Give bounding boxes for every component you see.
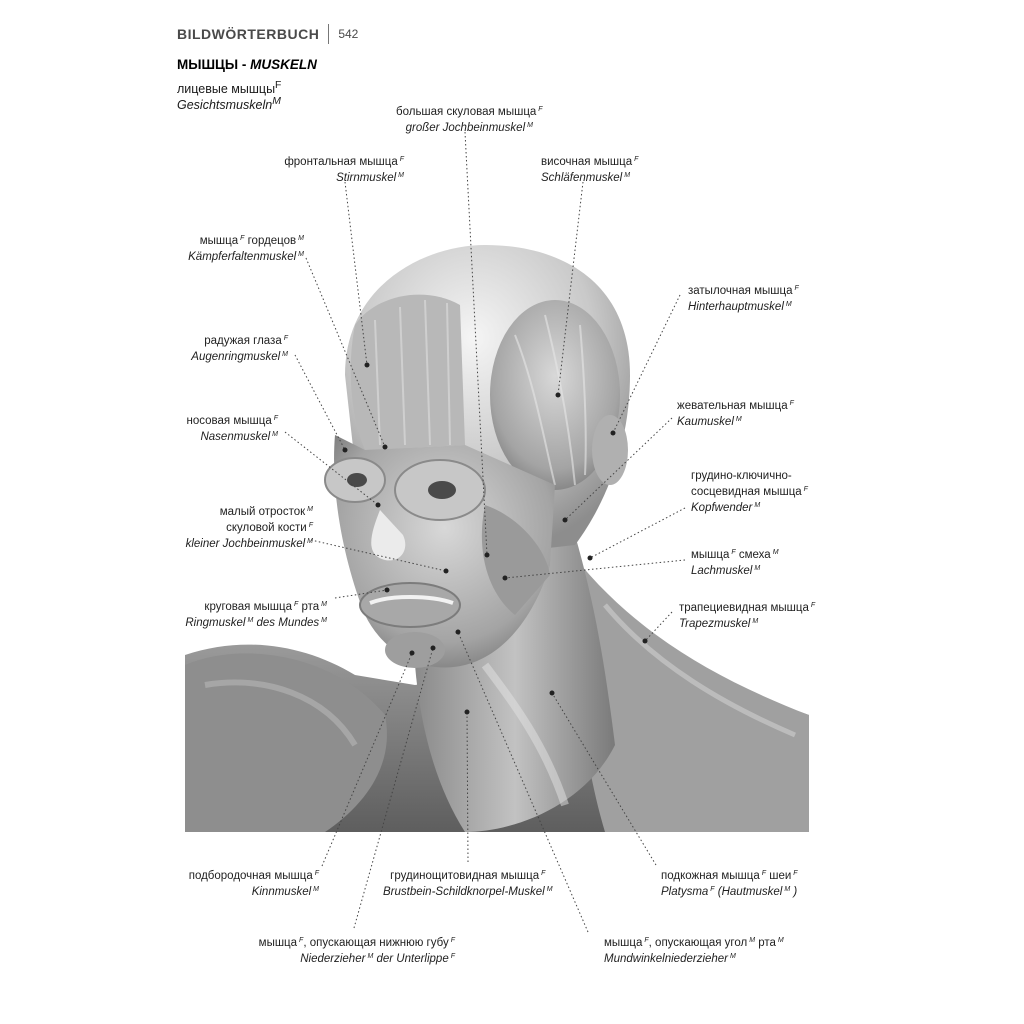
label-frontalis [284, 153, 404, 185]
label-depressor-anguli [604, 934, 784, 966]
gender-marker: F [308, 522, 313, 529]
gender-marker: F [299, 937, 304, 944]
gender-marker: F [634, 156, 639, 163]
gender-marker: M [398, 172, 404, 179]
gender-marker: F [803, 486, 808, 493]
label-ru: жевательная мышца [677, 400, 788, 412]
gender-marker: M [367, 953, 374, 960]
label-de: Kämpferfaltenmuskel [188, 251, 297, 263]
gender-marker: F [399, 156, 404, 163]
subsection-de-text: Gesichtsmuskeln [177, 98, 273, 113]
gender-marker: F [450, 937, 455, 944]
label-ru: височная мышца [541, 156, 633, 168]
label-orbicularis-oris [185, 598, 327, 630]
label-de: Mundwinkelniederzieher [604, 953, 729, 965]
label-zygomatic-major [396, 103, 543, 135]
label-ru: трапециевидная мышца [679, 602, 809, 614]
gender-marker: F [314, 870, 319, 877]
gender-marker: M [730, 953, 736, 960]
label-ru: малый отросток [219, 506, 306, 518]
label-depressor-labii [259, 934, 455, 966]
label-ru: мышца [691, 549, 730, 561]
label-temporalis [541, 153, 638, 185]
gender-marker: F [810, 602, 816, 609]
gender-marker: M [754, 565, 761, 572]
label-masseter [677, 397, 794, 429]
gender-marker: M [272, 96, 281, 108]
label-ru: гордецов [247, 235, 297, 247]
label-ru: круговая мышца [204, 601, 292, 613]
label-de: Trapezmuskel [679, 618, 751, 630]
gender-marker: F [450, 953, 455, 960]
label-sternocleidomastoid [691, 469, 808, 515]
label-ru: носовая мышца [186, 415, 272, 427]
label-de: Hinterhauptmuskel [688, 301, 784, 313]
book-title: BILDWÖRTERBUCH [177, 26, 320, 42]
label-ru: радужая глаза [204, 335, 282, 347]
gender-marker: F [794, 285, 799, 292]
label-ru: затылочная мышца [688, 285, 793, 297]
label-de: (Hautmuskel [717, 886, 783, 898]
label-ru: смеха [738, 549, 771, 561]
gender-marker: F [731, 549, 736, 556]
label-ru: шеи [769, 870, 792, 882]
gender-marker: M [772, 549, 779, 556]
gender-marker: F [283, 335, 288, 342]
gender-marker: M [307, 538, 313, 545]
label-occipitalis [688, 282, 799, 314]
label-de: Ringmuskel [185, 617, 246, 629]
label-de: Kaumuskel [677, 416, 734, 428]
gender-marker: F [541, 870, 546, 877]
gender-marker: M [307, 506, 313, 513]
label-orbicularis-oculi [191, 332, 288, 364]
label-ru: рта [758, 937, 776, 949]
label-de: Brustbein-Schildknorpel-Muskel [383, 886, 545, 898]
label-ru: мышца [604, 937, 643, 949]
gender-marker: M [749, 937, 756, 944]
page-number: 542 [338, 27, 359, 41]
gender-marker: F [644, 937, 649, 944]
label-de: Augenringmuskel [191, 351, 281, 363]
label-ru: подкожная мышца [661, 870, 760, 882]
label-de: kleiner Jochbeinmuskel [185, 538, 306, 550]
gender-marker: M [527, 122, 533, 129]
label-ru: , опускающая угол [648, 937, 748, 949]
label-de: des Mundes [256, 617, 320, 629]
label-mentalis [189, 867, 319, 899]
gender-marker: M [777, 937, 784, 944]
gender-marker: M [785, 301, 792, 308]
label-de: Lachmuskel [691, 565, 753, 577]
label-ru: , опускающая нижнюю губу [303, 937, 449, 949]
label-risorius [691, 546, 779, 578]
gender-marker: M [247, 617, 254, 624]
gender-marker: M [624, 172, 631, 179]
label-ru: грудино-ключично- [691, 470, 792, 482]
label-procerus [188, 232, 304, 264]
label-trapezius [679, 599, 815, 631]
label-nasalis [187, 412, 278, 444]
gender-marker: M [272, 431, 278, 438]
gender-marker: F [275, 80, 282, 91]
section-title-de: MUSKELN [250, 57, 317, 72]
label-de: Nasenmuskel [200, 431, 271, 443]
label-ru: грудинощитовидная мышца [390, 870, 540, 882]
gender-marker: F [761, 870, 767, 877]
gender-marker: M [321, 617, 327, 624]
gender-marker: M [313, 886, 319, 893]
label-de: Platysma [661, 886, 709, 898]
label-ru: мышца [199, 235, 239, 247]
gender-marker: F [538, 106, 543, 113]
gender-marker: M [752, 618, 759, 625]
gender-marker: F [273, 415, 278, 422]
label-de: großer Jochbeinmuskel [405, 122, 526, 134]
label-platysma [661, 867, 798, 899]
gender-marker: M [754, 502, 761, 509]
label-zygomatic-minor [186, 503, 313, 551]
gender-marker: M [546, 886, 553, 893]
gender-marker: M [784, 886, 791, 893]
label-de: Kopfwender [691, 502, 753, 514]
label-de: ) [793, 886, 798, 898]
gender-marker: F [710, 886, 715, 893]
label-de: Niederzieher [300, 953, 366, 965]
section-title-separator: - [238, 57, 251, 72]
gender-marker: M [298, 235, 304, 242]
gender-marker: F [793, 870, 798, 877]
label-ru: большая скуловая мышца [396, 106, 537, 118]
gender-marker: F [789, 400, 794, 407]
label-de: der Unterlippe [376, 953, 449, 965]
gender-marker: F [293, 601, 299, 608]
gender-marker: M [298, 251, 304, 258]
label-ru: сосцевидная мышца [691, 486, 802, 498]
gender-marker: M [735, 416, 742, 423]
label-de: Stirnmuskel [336, 172, 397, 184]
gender-marker: F [240, 235, 245, 242]
label-ru: скуловой кости [226, 522, 307, 534]
gender-marker: M [282, 351, 288, 358]
subsection-ru-text: лицевые мышцы [177, 82, 276, 97]
label-sternothyroid [383, 867, 553, 899]
label-de: Schläfenmuskel [541, 172, 623, 184]
label-ru: мышца [258, 937, 298, 949]
label-ru: фронтальная мышца [284, 156, 398, 168]
gender-marker: M [321, 601, 327, 608]
label-de: Kinnmuskel [251, 886, 312, 898]
label-ru: рта [301, 601, 320, 613]
label-ru: подбородочная мышца [188, 870, 313, 882]
section-title-ru: МЫШЦЫ [177, 57, 239, 72]
